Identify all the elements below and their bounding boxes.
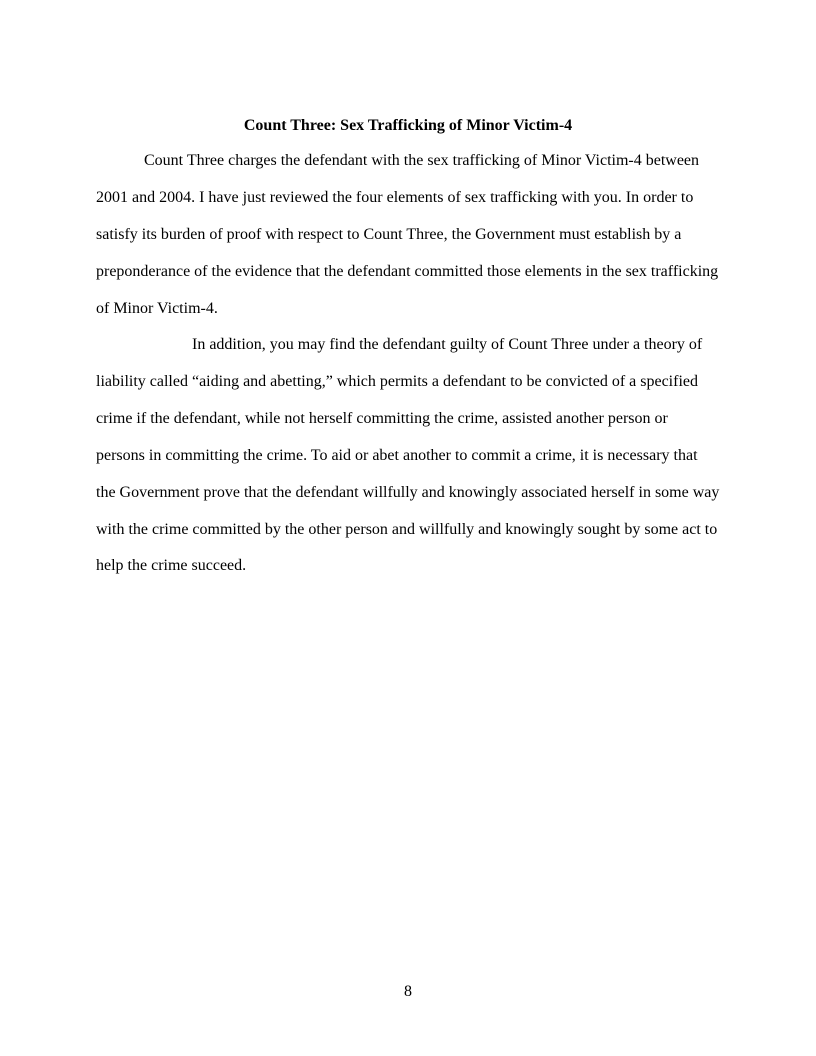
text-line: help the crime succeed. xyxy=(96,557,247,574)
text-line: the Government prove that the defendant willfully and knowingly associated herself in some way xyxy=(96,484,720,501)
text-line: persons in committing the crime. To aid or abet another to commit a crime, it is necessary that xyxy=(96,447,698,464)
text-line: of Minor Victim-4. xyxy=(96,300,218,317)
text-line: 2001 and 2004. I have just reviewed the four elements of sex trafficking with you. In order to xyxy=(96,189,694,206)
text-line: In addition, you may find the defendant guilty of Count Three under a theory of xyxy=(192,336,703,353)
text-line: preponderance of the evidence that the defendant committed those elements in the sex trafficking xyxy=(96,263,719,280)
page-number: 8 xyxy=(404,983,412,1000)
text-line: crime if the defendant, while not herself committing the crime, assisted another person or xyxy=(96,410,668,427)
text-line: satisfy its burden of proof with respect to Count Three, the Government must establish by a xyxy=(96,226,682,243)
text-line: with the crime committed by the other person and willfully and knowingly sought by some act to xyxy=(96,521,718,538)
text-line: liability called “aiding and abetting,” which permits a defendant to be convicted of a specified xyxy=(96,373,698,390)
text-line: Count Three charges the defendant with the sex trafficking of Minor Victim-4 between xyxy=(144,152,700,169)
section-heading: Count Three: Sex Trafficking of Minor Victim-4 xyxy=(243,117,573,134)
